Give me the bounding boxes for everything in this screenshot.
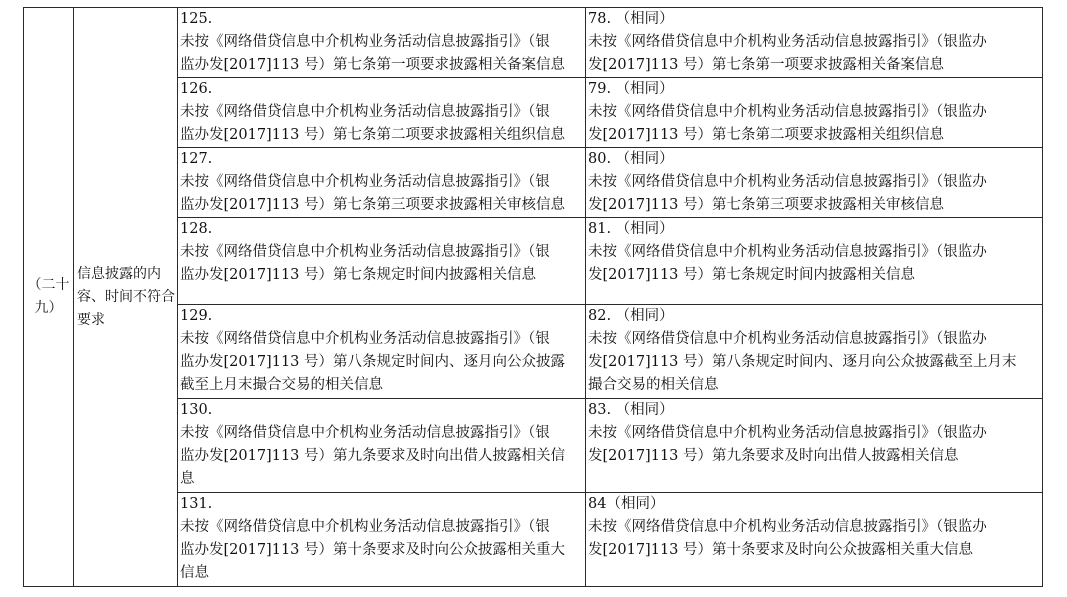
left-clause-text-line: 未按《网络借贷信息中介机构业务活动信息披露指引》（银 bbox=[180, 519, 550, 535]
left-clause-text-line: 未按《网络借贷信息中介机构业务活动信息披露指引》（银 bbox=[180, 104, 550, 120]
right-clause-number: 81. （相同） bbox=[588, 221, 674, 237]
right-clause-text-line: 发[2017]113 号）第十条要求及时向公众披露相关重大信息 bbox=[588, 542, 973, 558]
right-clause-cell bbox=[586, 305, 1043, 399]
left-clause-number: 129. bbox=[180, 308, 213, 324]
left-clause-number: 126. bbox=[180, 81, 213, 97]
left-clause-cell bbox=[178, 305, 586, 399]
right-clause-text-line: 发[2017]113 号）第九条要求及时向出借人披露相关信息 bbox=[588, 448, 959, 464]
left-clause-text-line: 未按《网络借贷信息中介机构业务活动信息披露指引》（银 bbox=[180, 331, 550, 347]
right-clause-cell bbox=[586, 399, 1043, 493]
right-clause-text-line: 发[2017]113 号）第七条第二项要求披露相关组织信息 bbox=[588, 127, 944, 143]
left-clause-text-line: 未按《网络借贷信息中介机构业务活动信息披露指引》（银 bbox=[180, 425, 550, 441]
right-clause-cell bbox=[586, 148, 1043, 218]
left-clause-text-line: 监办发[2017]113 号）第七条第三项要求披露相关审核信息 bbox=[180, 197, 565, 213]
left-clause-cell bbox=[178, 8, 586, 78]
left-clause-text-line: 监办发[2017]113 号）第八条规定时间内、逐月向公众披露 bbox=[180, 354, 565, 370]
right-clause-number: 82. （相同） bbox=[588, 308, 674, 324]
category-cell bbox=[74, 8, 178, 587]
left-clause-text-line: 息 bbox=[180, 471, 195, 487]
right-clause-cell bbox=[586, 493, 1043, 587]
right-clause-text-line: 未按《网络借贷信息中介机构业务活动信息披露指引》（银监办 bbox=[588, 519, 987, 535]
left-clause-text-line: 监办发[2017]113 号）第十条要求及时向公众披露相关重大 bbox=[180, 542, 565, 558]
right-clause-cell bbox=[586, 8, 1043, 78]
right-clause-number: 84（相同） bbox=[588, 496, 665, 512]
right-clause-text-line: 发[2017]113 号）第七条规定时间内披露相关信息 bbox=[588, 267, 915, 283]
left-clause-text-line: 未按《网络借贷信息中介机构业务活动信息披露指引》（银 bbox=[180, 244, 550, 260]
left-clause-number: 130. bbox=[180, 402, 213, 418]
right-clause-number: 83. （相同） bbox=[588, 402, 674, 418]
right-clause-text-line: 发[2017]113 号）第七条第一项要求披露相关备案信息 bbox=[588, 57, 944, 73]
right-clause-text-line: 撮合交易的相关信息 bbox=[588, 377, 719, 393]
right-clause-text-line: 未按《网络借贷信息中介机构业务活动信息披露指引》（银监办 bbox=[588, 244, 987, 260]
left-clause-cell bbox=[178, 78, 586, 148]
right-clause-text-line: 发[2017]113 号）第七条第三项要求披露相关审核信息 bbox=[588, 197, 944, 213]
left-clause-text-line: 监办发[2017]113 号）第七条第二项要求披露相关组织信息 bbox=[180, 127, 565, 143]
table-body bbox=[24, 8, 1043, 587]
right-clause-text-line: 未按《网络借贷信息中介机构业务活动信息披露指引》（银监办 bbox=[588, 425, 987, 441]
left-clause-cell bbox=[178, 493, 586, 587]
right-clause-number: 78. （相同） bbox=[588, 11, 674, 27]
right-clause-cell bbox=[586, 78, 1043, 148]
right-clause-text-line: 发[2017]113 号）第八条规定时间内、逐月向公众披露截至上月末 bbox=[588, 354, 1017, 370]
table-row bbox=[24, 8, 1043, 78]
left-clause-text-line: 监办发[2017]113 号）第七条规定时间内披露相关信息 bbox=[180, 267, 536, 283]
right-clause-text-line: 未按《网络借贷信息中介机构业务活动信息披露指引》（银监办 bbox=[588, 104, 987, 120]
category-label: 信息披露的内容、时间不符合要求 bbox=[77, 265, 175, 328]
left-clause-number: 131. bbox=[180, 496, 213, 512]
left-clause-cell bbox=[178, 218, 586, 305]
right-clause-number: 80. （相同） bbox=[588, 151, 674, 167]
left-clause-text-line: 未按《网络借贷信息中介机构业务活动信息披露指引》（银 bbox=[180, 34, 550, 50]
left-clause-number: 125. bbox=[180, 11, 213, 27]
left-clause-number: 127. bbox=[180, 151, 213, 167]
left-clause-text-line: 监办发[2017]113 号）第九条要求及时向出借人披露相关信 bbox=[180, 448, 565, 464]
right-clause-text-line: 未按《网络借贷信息中介机构业务活动信息披露指引》（银监办 bbox=[588, 331, 987, 347]
left-clause-text-line: 信息 bbox=[180, 565, 209, 581]
section-number: （二十九） bbox=[27, 277, 70, 316]
right-clause-text-line: 未按《网络借贷信息中介机构业务活动信息披露指引》（银监办 bbox=[588, 174, 987, 190]
left-clause-cell bbox=[178, 148, 586, 218]
left-clause-cell bbox=[178, 399, 586, 493]
left-clause-text-line: 未按《网络借贷信息中介机构业务活动信息披露指引》（银 bbox=[180, 174, 550, 190]
disclosure-rules-table bbox=[23, 7, 1043, 587]
left-clause-text-line: 监办发[2017]113 号）第七条第一项要求披露相关备案信息 bbox=[180, 57, 565, 73]
right-clause-cell bbox=[586, 218, 1043, 305]
right-clause-number: 79. （相同） bbox=[588, 81, 674, 97]
right-clause-text-line: 未按《网络借贷信息中介机构业务活动信息披露指引》（银监办 bbox=[588, 34, 987, 50]
section-number-cell bbox=[24, 8, 74, 587]
left-clause-number: 128. bbox=[180, 221, 213, 237]
left-clause-text-line: 截至上月末撮合交易的相关信息 bbox=[180, 377, 383, 393]
